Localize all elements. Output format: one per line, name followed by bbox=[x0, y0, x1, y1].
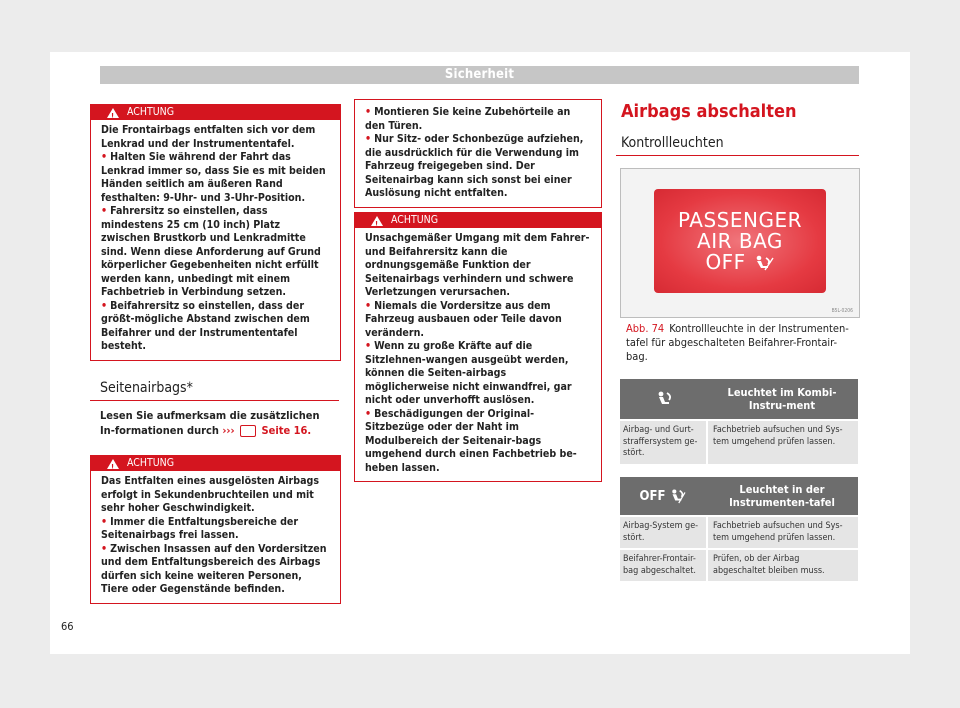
table-cell: Fachbetrieb aufsuchen und Sys-tem umgehend prüfen lassen. bbox=[713, 521, 843, 543]
airbag-seatbelt-icon bbox=[620, 379, 706, 419]
section-title-seitenairbags: Seitenairbags* bbox=[100, 380, 193, 396]
page-link[interactable]: Seite 16. bbox=[261, 423, 312, 437]
section-header: Sicherheit bbox=[100, 66, 859, 84]
indicator-table-kombi bbox=[620, 379, 858, 464]
page-number: 66 bbox=[61, 620, 74, 633]
table-row bbox=[620, 419, 858, 464]
lamp-text-line: PASSENGER bbox=[678, 207, 802, 232]
warning-intro: Unsachgemäßer Umgang mit dem Fahrer- und Beifahrersitz kann die ordnungsgemäße Funktion der Seitenairbags verhindern und schwere Verletzungen verursachen. bbox=[365, 232, 590, 298]
figure-image bbox=[620, 168, 860, 318]
warning-bullet: • Fahrersitz so einstellen, dass mindestens 25 cm (10 inch) Platz zwischen Brustkorb und Lenkradmitte sind. Wenn diese Anforderung auf Grund körperlicher Gegebenheiten nicht erfüllt werden kann, unbedingt mit einem Fachbetrieb in Verbindung setzen. bbox=[101, 205, 321, 298]
reference-arrow: ››› bbox=[222, 423, 235, 437]
warning-bullet: • Immer die Entfaltungsbereiche der Seitenairbags frei lassen. bbox=[101, 515, 299, 541]
table-header bbox=[620, 477, 858, 515]
table-header-label: Leuchtet in der Instrumenten-tafel bbox=[729, 483, 835, 509]
figure-caption bbox=[626, 322, 854, 364]
warning-box-seitenairbags bbox=[90, 455, 341, 604]
subsection-title: Kontrollleuchten bbox=[621, 135, 724, 151]
warning-body bbox=[91, 471, 340, 603]
warning-box-continued bbox=[354, 99, 602, 208]
table-cell: Prüfen, ob der Airbag abgeschaltet bleiben muss. bbox=[713, 554, 825, 576]
section-rule bbox=[616, 155, 859, 156]
passenger-airbag-icon bbox=[753, 255, 775, 271]
passenger-airbag-off-lamp bbox=[654, 189, 826, 293]
table-cell: Airbag-System ge-stört. bbox=[620, 517, 708, 548]
table-cell: Fachbetrieb aufsuchen und Sys-tem umgehend prüfen lassen. bbox=[713, 425, 843, 447]
figure-label: Abb. 74 bbox=[626, 322, 665, 335]
warning-header bbox=[355, 213, 601, 228]
lamp-text-line: AIR BAG bbox=[697, 228, 783, 253]
figure-caption-text: Kontrollleuchte in der Instrumenten-tafel für abgeschalteten Beifahrer-Frontair-bag. bbox=[626, 322, 849, 363]
table-row bbox=[620, 515, 858, 548]
image-code: B5L-0206 bbox=[831, 308, 853, 314]
warning-title: ACHTUNG bbox=[127, 457, 175, 469]
section-rule bbox=[90, 400, 339, 401]
warning-header bbox=[91, 456, 340, 471]
warning-bullet: • Halten Sie während der Fahrt das Lenkrad immer so, dass Sie es mit beiden Händen seitlich am äußeren Rand festhalten: 9-Uhr- und 3-Uhr-Position. bbox=[101, 151, 326, 204]
warning-bullet: • Nur Sitz- oder Schonbezüge aufziehen, die ausdrücklich für die Verwendung im Fahrzeug freigegeben sind. Der Seitenairbag kann sich sonst bei einer Auslösung nicht entfalten. bbox=[365, 133, 584, 199]
page-title: Airbags abschalten bbox=[621, 101, 797, 122]
warning-icon bbox=[107, 459, 119, 469]
table-header-label: Leuchtet im Kombi-Instru-ment bbox=[727, 386, 837, 412]
warning-bullet: • Beschädigungen der Original-Sitzbezüge oder der Naht im Modulbereich der Seitenair-bags umgehend durch einen Fachbetrieb be-heben lassen. bbox=[365, 407, 577, 474]
indicator-table-instrumententafel bbox=[620, 477, 858, 581]
warning-box-sitze bbox=[354, 212, 602, 482]
warning-icon bbox=[371, 216, 383, 226]
table-header bbox=[620, 379, 858, 419]
table-row bbox=[620, 548, 858, 581]
warning-bullet: • Montieren Sie keine Zubehörteile an den Türen. bbox=[365, 106, 571, 132]
warning-title: ACHTUNG bbox=[391, 214, 439, 226]
warning-bullet: • Wenn zu große Kräfte auf die Sitzlehnen-wangen ausgeübt werden, können die Seiten-airbags möglicherweise nicht einwandfrei, gar nicht oder unverhofft auslösen. bbox=[365, 340, 572, 406]
warning-title: ACHTUNG bbox=[127, 106, 175, 118]
warning-box-frontairbags bbox=[90, 104, 341, 361]
book-icon bbox=[240, 425, 256, 437]
warning-bullet: • Niemals die Vordersitze aus dem Fahrzeug ausbauen oder Teile davon verändern. bbox=[365, 299, 562, 339]
warning-intro: Die Frontairbags entfalten sich vor dem Lenkrad und der Instrumententafel. bbox=[101, 124, 316, 150]
warning-header bbox=[91, 105, 340, 120]
lamp-text-line: OFF bbox=[705, 252, 774, 273]
table-cell: Beifahrer-Frontair-bag abgeschaltet. bbox=[620, 550, 708, 581]
warning-intro: Das Entfalten eines ausgelösten Airbags erfolgt in Sekundenbruchteilen und mit sehr hoher Geschwindigkeit. bbox=[101, 475, 320, 514]
warning-body bbox=[91, 120, 340, 360]
airbag-off-icon: OFF bbox=[620, 477, 706, 515]
warning-body bbox=[355, 100, 601, 207]
seitenairbags-text: Lesen Sie aufmerksam die zusätzlichen In-formationen durch ››› Seite 16. bbox=[100, 409, 320, 437]
warning-bullet: • Beifahrersitz so einstellen, dass der größt-mögliche Abstand zwischen dem Beifahrer und der Instrumententafel besteht. bbox=[101, 299, 310, 352]
warning-body bbox=[355, 228, 601, 481]
table-cell: Airbag- und Gurt-straffersystem ge-stört. bbox=[620, 421, 708, 464]
warning-bullet: • Zwischen Insassen auf den Vordersitzen und dem Entfaltungsbereich des Airbags dürfen sich keine weiteren Personen, Tiere oder Gegenstände befinden. bbox=[101, 542, 327, 595]
warning-icon bbox=[107, 108, 119, 118]
